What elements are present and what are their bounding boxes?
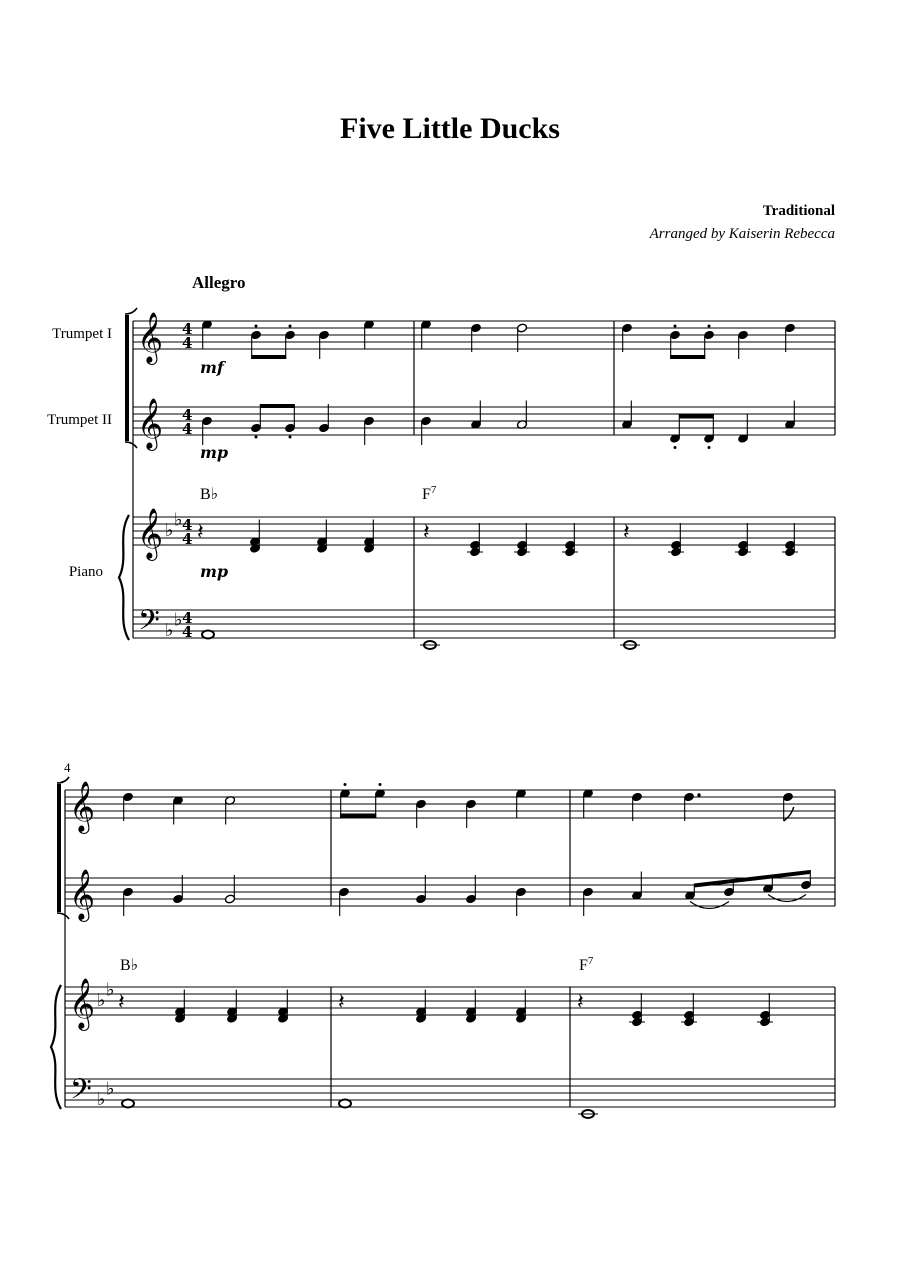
bass-clef: 𝄢 xyxy=(70,1073,92,1113)
chord-symbol: B♭ xyxy=(120,957,139,974)
beam xyxy=(340,814,376,818)
quarter-rest: 𝄽 xyxy=(197,520,204,545)
quarter-rest: 𝄽 xyxy=(338,990,345,1015)
treble-clef: 𝄞 xyxy=(137,508,164,559)
quarter-rest: 𝄽 xyxy=(577,990,584,1015)
time-signature: 4 xyxy=(182,406,193,424)
staccato-dot xyxy=(708,446,711,449)
bracket-hook xyxy=(57,913,69,919)
measure-number: 4 xyxy=(64,760,71,775)
staccato-dot xyxy=(255,436,258,439)
composer: Traditional xyxy=(762,203,835,219)
treble-clef: 𝄞 xyxy=(137,312,164,363)
staccato-dot xyxy=(674,325,677,328)
dynamic-trumpet-1: mf xyxy=(200,358,224,377)
slur xyxy=(768,895,806,902)
treble-clef: 𝄞 xyxy=(69,978,96,1029)
treble-clef: 𝄞 xyxy=(137,398,164,449)
treble-clef: 𝄞 xyxy=(69,781,96,832)
instrument-label-trumpet-1: Trumpet I xyxy=(52,326,112,342)
instrument-label-trumpet-2: Trumpet II xyxy=(47,412,112,428)
augmentation-dot xyxy=(697,793,700,796)
staccato-dot xyxy=(289,325,292,328)
flat-accidental: ♭ xyxy=(174,609,183,631)
staccato-dot xyxy=(255,325,258,328)
flag xyxy=(784,807,794,821)
time-signature: 4 xyxy=(182,530,193,548)
time-signature: 4 xyxy=(182,516,193,534)
beam xyxy=(260,404,295,408)
flat-accidental: ♭ xyxy=(174,509,183,531)
time-signature: 4 xyxy=(182,420,193,438)
quarter-rest: 𝄽 xyxy=(423,520,430,545)
beam xyxy=(670,355,705,359)
tempo-marking: Allegro xyxy=(192,273,246,292)
staccato-dot xyxy=(344,783,347,786)
time-signature: 4 xyxy=(182,334,193,352)
flat-accidental: ♭ xyxy=(106,979,115,1001)
chord-symbol: $F^7$ xyxy=(422,484,437,503)
flat-accidental: ♭ xyxy=(165,620,174,641)
whole-note xyxy=(339,1100,351,1108)
score-title: Five Little Ducks xyxy=(340,112,560,145)
beam xyxy=(251,355,286,359)
whole-note xyxy=(202,631,214,639)
bass-clef: 𝄢 xyxy=(138,604,160,644)
slur xyxy=(690,902,729,909)
bracket-hook xyxy=(125,308,137,314)
brace xyxy=(119,515,129,640)
treble-clef: 𝄞 xyxy=(69,869,96,920)
flat-accidental: ♭ xyxy=(97,990,106,1011)
arranger: Arranged by Kaiserin Rebecca xyxy=(649,226,835,242)
time-signature: 4 xyxy=(182,609,193,627)
staccato-dot xyxy=(379,783,382,786)
dynamic-piano: mp xyxy=(200,562,229,581)
instrument-label-piano: Piano xyxy=(68,564,103,580)
time-signature: 4 xyxy=(182,320,193,338)
chord-symbol: $F^7$ xyxy=(579,955,594,974)
time-signature: 4 xyxy=(182,623,193,641)
chord-symbol: B♭ xyxy=(200,486,219,503)
flat-accidental: ♭ xyxy=(165,520,174,541)
flat-accidental: ♭ xyxy=(106,1078,115,1100)
flat-accidental: ♭ xyxy=(97,1089,106,1110)
quarter-rest: 𝄽 xyxy=(118,990,125,1015)
dynamic-trumpet-2: mp xyxy=(200,443,229,462)
beam xyxy=(679,415,714,419)
brace xyxy=(51,985,61,1109)
whole-note xyxy=(122,1100,134,1108)
staccato-dot xyxy=(674,446,677,449)
staccato-dot xyxy=(708,325,711,328)
bracket-hook xyxy=(125,442,137,448)
staccato-dot xyxy=(289,436,292,439)
bracket-hook xyxy=(57,777,69,783)
quarter-rest: 𝄽 xyxy=(623,520,630,545)
